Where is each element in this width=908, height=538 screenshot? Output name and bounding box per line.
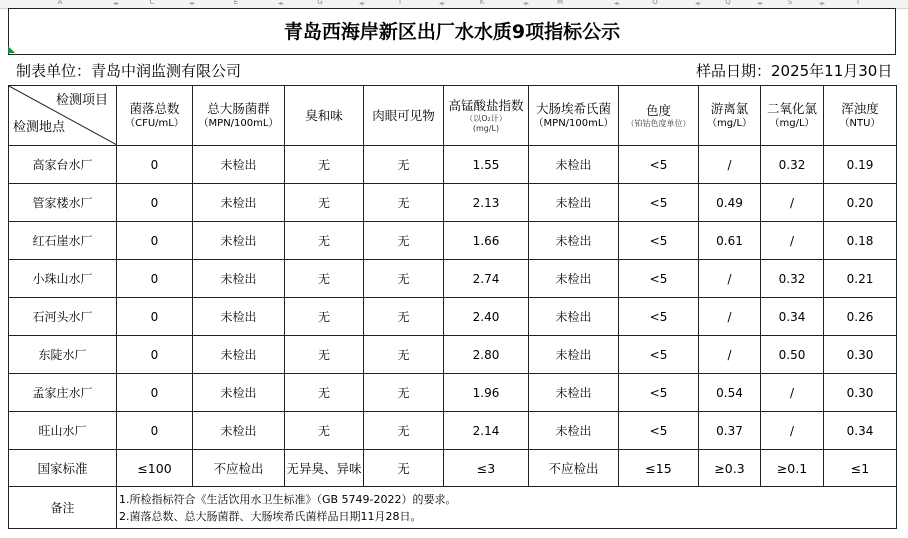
corner-sites-label: 检测地点 [13, 120, 66, 135]
value-cell[interactable]: 无 [364, 184, 444, 222]
value-cell[interactable]: 无 [364, 146, 444, 184]
col-letter-s[interactable]: S [787, 0, 793, 6]
header-name: 二氧化氯 [766, 100, 817, 116]
value-cell[interactable]: 无 [364, 222, 444, 260]
value-cell[interactable]: 0.61 [699, 222, 761, 260]
value-cell[interactable]: 未检出 [529, 412, 619, 450]
header-unit: （mg/L） [706, 117, 753, 129]
value-cell[interactable]: 0.18 [824, 222, 897, 260]
value-cell[interactable]: 无 [285, 374, 364, 412]
value-cell[interactable]: 无 [364, 336, 444, 374]
header-unit: （mg/L） [769, 117, 815, 129]
remarks-text-cell[interactable] [117, 487, 897, 529]
header-unit: (mg/L) [472, 123, 500, 133]
spreadsheet-sheet[interactable] [0, 8, 908, 538]
col-divider-icon: ◂▸ [438, 0, 446, 7]
reporting-unit[interactable]: 制表单位：青岛中润监测有限公司 [16, 62, 242, 80]
col-divider-icon: ◂▸ [756, 0, 764, 7]
site-cell[interactable]: 管家楼水厂 [9, 184, 117, 222]
value-cell[interactable]: 未检出 [529, 184, 619, 222]
header-cell[interactable] [619, 86, 699, 146]
value-cell[interactable]: / [761, 412, 824, 450]
value-cell[interactable]: 无 [364, 298, 444, 336]
value-cell[interactable]: 未检出 [193, 222, 285, 260]
value-cell[interactable]: 未检出 [193, 412, 285, 450]
value-cell[interactable]: 0 [117, 260, 193, 298]
header-cell[interactable] [699, 86, 761, 146]
table-row [9, 222, 897, 260]
value-cell[interactable]: / [761, 374, 824, 412]
value-cell[interactable]: 0 [117, 374, 193, 412]
value-cell[interactable]: 0.32 [761, 260, 824, 298]
value-cell[interactable]: 未检出 [529, 146, 619, 184]
header-name: 浑浊度 [841, 100, 879, 116]
remarks-row [9, 487, 897, 529]
value-cell[interactable]: <5 [619, 184, 699, 222]
value-cell[interactable]: <5 [619, 412, 699, 450]
corner-items-label: 检测项目 [55, 93, 108, 108]
standard-label-cell[interactable]: 国家标准 [9, 450, 117, 487]
value-cell[interactable]: 无 [285, 184, 364, 222]
value-cell[interactable]: 1.66 [444, 222, 529, 260]
value-cell[interactable]: 无 [285, 260, 364, 298]
header-name: 高锰酸盐指数 [448, 97, 524, 113]
value-cell[interactable]: 2.40 [444, 298, 529, 336]
value-cell[interactable]: 2.14 [444, 412, 529, 450]
site-cell[interactable]: 石河头水厂 [9, 298, 117, 336]
value-cell[interactable]: 未检出 [193, 260, 285, 298]
value-cell[interactable]: / [699, 146, 761, 184]
value-cell[interactable]: 0.26 [824, 298, 897, 336]
col-letter-o[interactable]: O [652, 0, 658, 6]
table-row [9, 260, 897, 298]
value-cell[interactable]: / [761, 222, 824, 260]
value-cell[interactable]: 1.96 [444, 374, 529, 412]
value-cell[interactable]: 0 [117, 298, 193, 336]
remark-line: 2.菌落总数、总大肠菌群、大肠埃希氏菌样品日期11月28日。 [119, 509, 422, 523]
col-letter-k[interactable]: K [479, 0, 485, 6]
header-note: （以O₂计） [465, 113, 507, 123]
value-cell[interactable]: 未检出 [529, 374, 619, 412]
value-cell[interactable]: 0.50 [761, 336, 824, 374]
standard-cell[interactable]: ≥0.1 [761, 450, 824, 487]
value-cell[interactable]: <5 [619, 222, 699, 260]
value-cell[interactable]: 无 [364, 260, 444, 298]
value-cell[interactable]: 2.13 [444, 184, 529, 222]
col-divider-icon: ◂▸ [277, 0, 285, 7]
value-cell[interactable]: 0.20 [824, 184, 897, 222]
table-row [9, 146, 897, 184]
table-row [9, 412, 897, 450]
header-cell[interactable] [285, 86, 364, 146]
header-name: 臭和味 [305, 107, 343, 123]
value-cell[interactable]: / [699, 298, 761, 336]
site-cell[interactable]: 红石崖水厂 [9, 222, 117, 260]
value-cell[interactable]: 0.30 [824, 336, 897, 374]
table-row [9, 336, 897, 374]
header-cell[interactable] [529, 86, 619, 146]
header-name: 菌落总数 [129, 100, 180, 116]
value-cell[interactable]: 0.19 [824, 146, 897, 184]
value-cell[interactable]: 0 [117, 146, 193, 184]
value-cell[interactable]: 未检出 [529, 336, 619, 374]
standard-cell[interactable]: ≤15 [619, 450, 699, 487]
value-cell[interactable]: / [761, 184, 824, 222]
col-letter-a[interactable]: A [57, 0, 63, 6]
standard-cell[interactable]: ≤100 [117, 450, 193, 487]
value-cell[interactable]: 0 [117, 336, 193, 374]
value-cell[interactable]: 未检出 [529, 260, 619, 298]
header-note: （铂钴色度单位） [626, 118, 691, 128]
table-row [9, 298, 897, 336]
header-row [9, 86, 897, 146]
header-name: 总大肠菌群 [207, 100, 270, 116]
col-letter-t[interactable]: T [855, 0, 861, 6]
header-cell[interactable] [117, 86, 193, 146]
site-cell[interactable]: 孟家庄水厂 [9, 374, 117, 412]
header-cell[interactable] [761, 86, 824, 146]
value-cell[interactable]: <5 [619, 374, 699, 412]
value-cell[interactable]: 0 [117, 412, 193, 450]
corner-header-cell[interactable] [9, 86, 117, 146]
data-rows [9, 146, 897, 450]
value-cell[interactable]: 未检出 [193, 374, 285, 412]
col-divider-icon: ◂▸ [694, 0, 702, 7]
standard-cell[interactable]: ≤1 [824, 450, 897, 487]
value-cell[interactable]: 2.74 [444, 260, 529, 298]
value-cell[interactable]: 1.55 [444, 146, 529, 184]
site-cell[interactable]: 高家台水厂 [9, 146, 117, 184]
value-cell[interactable]: 2.80 [444, 336, 529, 374]
col-letter-i[interactable]: I [398, 0, 402, 6]
header-cell[interactable] [193, 86, 285, 146]
header-name: 游离氯 [710, 100, 749, 116]
header-name: 大肠埃希氏菌 [535, 100, 611, 116]
remark-line: 1.所检指标符合《生活饮用水卫生标准》（GB 5749-2022）的要求。 [119, 492, 457, 506]
remarks-label-cell[interactable]: 备注 [9, 487, 117, 529]
value-cell[interactable]: 无 [285, 222, 364, 260]
header-name: 肉眼可见物 [372, 107, 435, 123]
value-cell[interactable]: <5 [619, 260, 699, 298]
value-cell[interactable]: 未检出 [193, 184, 285, 222]
header-cell[interactable] [824, 86, 897, 146]
value-cell[interactable]: 0.30 [824, 374, 897, 412]
standard-cell[interactable]: 无异臭、异味 [285, 450, 364, 487]
col-letter-c[interactable]: C [149, 0, 155, 6]
value-cell[interactable]: 无 [364, 412, 444, 450]
standard-cell[interactable]: ≤3 [444, 450, 529, 487]
value-cell[interactable]: 未检出 [529, 298, 619, 336]
header-cell[interactable] [444, 86, 529, 146]
value-cell[interactable]: 0.49 [699, 184, 761, 222]
value-cell[interactable]: 未检出 [193, 146, 285, 184]
value-cell[interactable]: <5 [619, 336, 699, 374]
col-letter-m[interactable]: M [556, 0, 564, 6]
header-name: 色度 [645, 102, 671, 118]
value-cell[interactable]: 未检出 [529, 222, 619, 260]
value-cell[interactable]: / [699, 336, 761, 374]
col-divider-icon: ◂▸ [188, 0, 196, 7]
site-cell[interactable]: 小珠山水厂 [9, 260, 117, 298]
sample-date[interactable]: 样品日期：2025年11月30日 [696, 62, 893, 80]
value-cell[interactable]: 无 [364, 374, 444, 412]
table-row [9, 184, 897, 222]
value-cell[interactable]: 0 [117, 222, 193, 260]
value-cell[interactable]: 无 [285, 412, 364, 450]
value-cell[interactable]: <5 [619, 146, 699, 184]
value-cell[interactable]: 无 [285, 146, 364, 184]
header-unit: （NTU） [839, 117, 881, 129]
value-cell[interactable]: 无 [285, 336, 364, 374]
site-cell[interactable]: 旺山水厂 [9, 412, 117, 450]
value-cell[interactable]: 未检出 [193, 298, 285, 336]
col-divider-icon: ◂▸ [522, 0, 530, 7]
value-cell[interactable]: 0 [117, 184, 193, 222]
col-letter-e[interactable]: E [233, 0, 239, 6]
water-quality-table [8, 85, 897, 529]
value-cell[interactable]: <5 [619, 298, 699, 336]
value-cell[interactable]: 0.37 [699, 412, 761, 450]
standard-cell[interactable]: 无 [364, 450, 444, 487]
value-cell[interactable]: 未检出 [193, 336, 285, 374]
value-cell[interactable]: 0.21 [824, 260, 897, 298]
col-letter-q[interactable]: Q [725, 0, 731, 6]
value-cell[interactable]: / [699, 260, 761, 298]
standard-cell[interactable]: 不应检出 [529, 450, 619, 487]
standard-cell[interactable]: 不应检出 [193, 450, 285, 487]
col-divider-icon: ◂▸ [358, 0, 366, 7]
header-cell[interactable] [364, 86, 444, 146]
value-cell[interactable]: 0.34 [761, 298, 824, 336]
standard-row [9, 450, 897, 487]
col-divider-icon: ◂▸ [818, 0, 826, 7]
value-cell[interactable]: 0.32 [761, 146, 824, 184]
site-cell[interactable]: 东陡水厂 [9, 336, 117, 374]
page-title[interactable]: 青岛西海岸新区出厂水水质9项指标公示 [8, 8, 896, 55]
header-unit: （MPN/100mL） [533, 117, 614, 129]
value-cell[interactable]: 无 [285, 298, 364, 336]
table-row [9, 374, 897, 412]
col-divider-icon: ◂▸ [613, 0, 621, 7]
cell-error-marker-icon [8, 46, 15, 53]
col-letter-g[interactable]: G [317, 0, 323, 6]
col-divider-icon: ◂▸ [112, 0, 120, 7]
standard-cell[interactable]: ≥0.3 [699, 450, 761, 487]
value-cell[interactable]: 0.54 [699, 374, 761, 412]
value-cell[interactable]: 0.34 [824, 412, 897, 450]
header-unit: （CFU/mL） [125, 117, 184, 129]
header-unit: （MPN/100mL） [198, 117, 279, 129]
